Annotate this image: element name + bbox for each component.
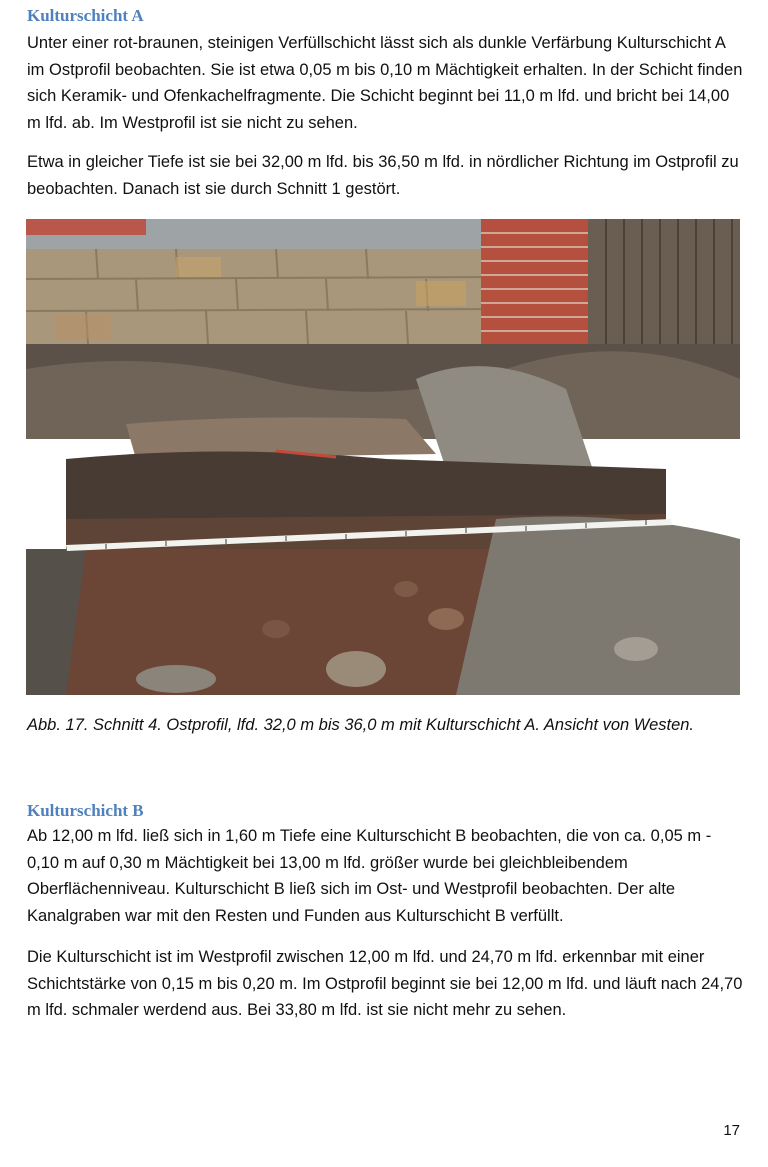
section-a-paragraph-1: Unter einer rot-braunen, steinigen Verfüllschicht lässt sich als dunkle Verfärbung Kulturschicht A im Ostprofil beobachten. Sie ist etwa 0,05 m bis 0,10 m Mächtigkeit erhalten. In der Schicht finden sich Keramik- und Ofenkachelfragmente. Die Schicht beginnt bei 11,0 m lfd. und bricht bei 14,00 m lfd. ab. Im Westprofil ist sie nicht zu sehen.	[27, 34, 743, 132]
section-a-paragraph-2: Etwa in gleicher Tiefe ist sie bei 32,00 m lfd. bis 36,50 m lfd. in nördlicher Richtung im Ostprofil zu beobachten. Danach ist sie durch Schnitt 1 gestört.	[27, 153, 739, 198]
section-b-heading: Kulturschicht B	[27, 801, 144, 820]
section-b-paragraph-1: Ab 12,00 m lfd. ließ sich in 1,60 m Tiefe eine Kulturschicht B beobachten, die von ca. 0,05 m - 0,10 m auf 0,30 m Mächtigkeit bei 13,00 m lfd. größer wurde bei gleichbleibendem Oberflächenniveau. Kulturschicht B ließ sich im Ost- und Westprofil beobachten. Der alte Kanalgraben war mit den Resten und Funden aus Kulturschicht B verfüllt.	[27, 827, 712, 925]
figure-caption: Abb. 17. Schnitt 4. Ostprofil, lfd. 32,0 m bis 36,0 m mit Kulturschicht A. Ansicht von Westen.	[27, 716, 695, 734]
excavation-photo	[26, 219, 740, 695]
page-number: 17	[723, 1122, 740, 1139]
section-b-paragraph-2: Die Kulturschicht ist im Westprofil zwischen 12,00 m lfd. und 24,70 m lfd. erkennbar mit einer Schichtstärke von 0,15 m bis 0,20 m. Im Ostprofil beginnt sie bei 12,00 m lfd. und läuft nach 24,70 m lfd. schmaler werdend aus. Bei 33,80 m lfd. ist sie nicht mehr zu sehen.	[27, 948, 743, 1019]
section-a-heading: Kulturschicht A	[27, 6, 144, 25]
